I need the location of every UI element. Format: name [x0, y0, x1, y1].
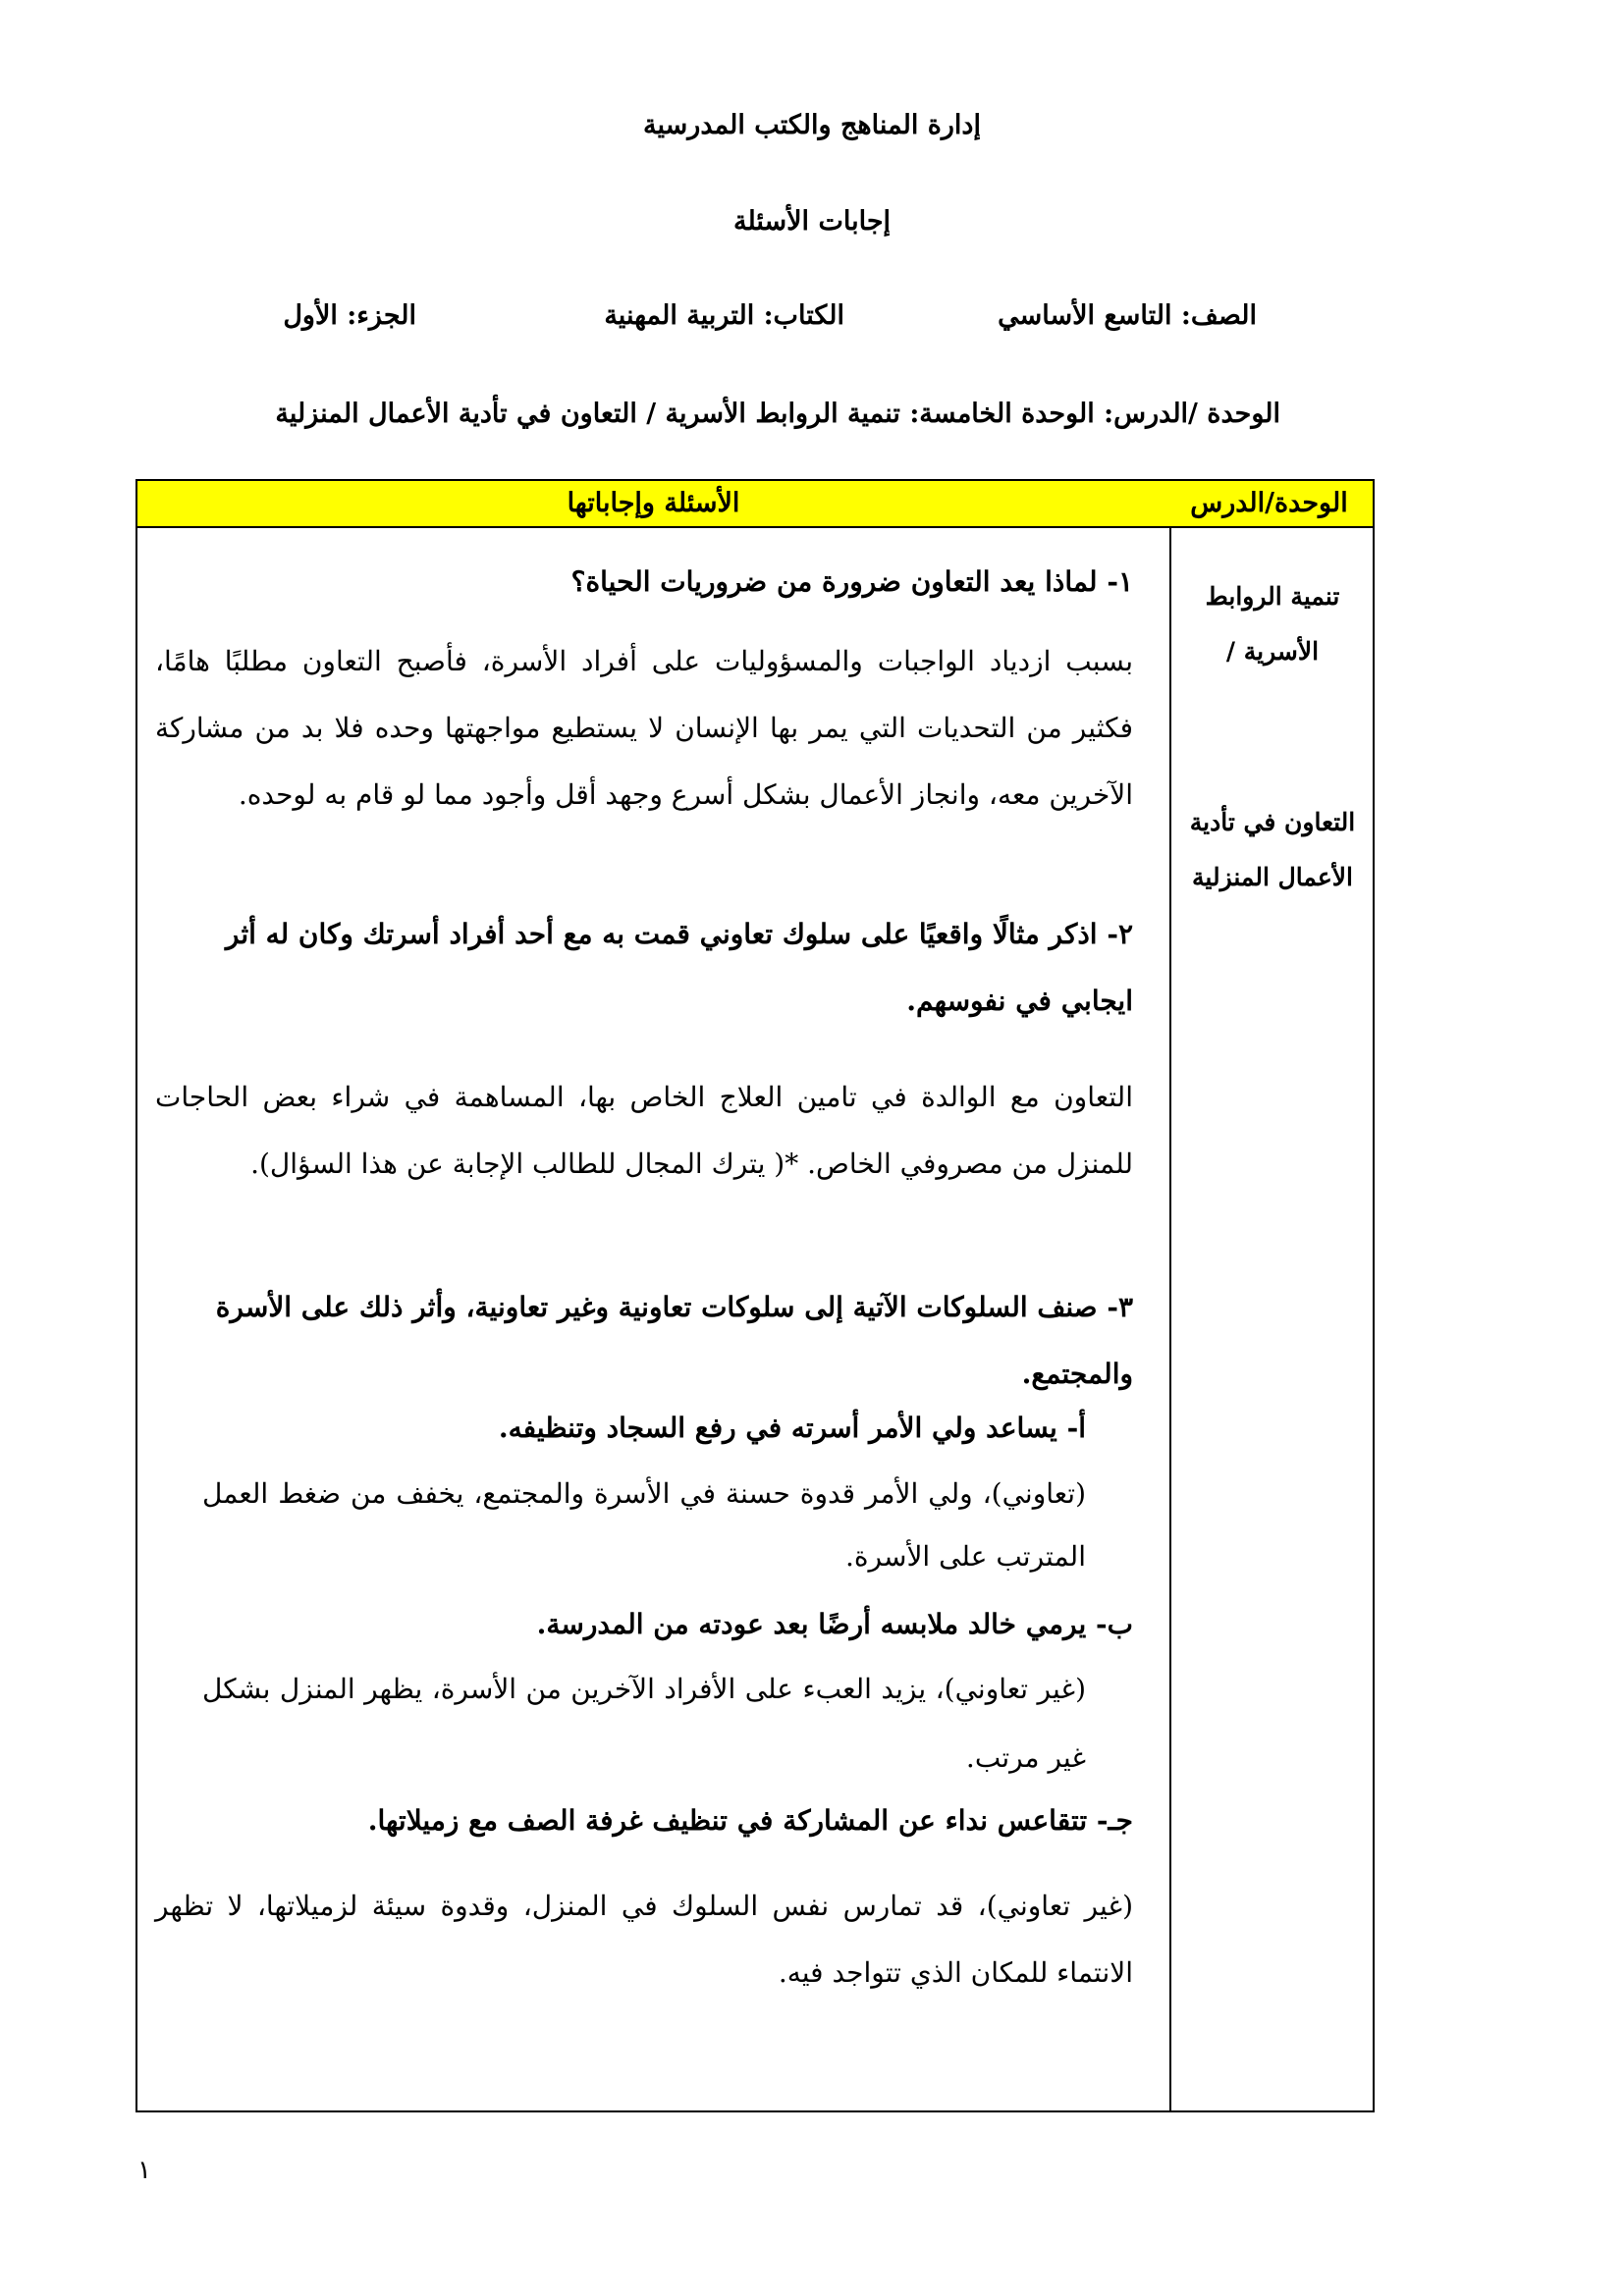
unit-lesson-line: الوحدة /الدرس: الوحدة الخامسة: تنمية الروابط الأسرية / التعاون في تأدية الأعمال المنزلية: [275, 399, 1280, 429]
part-label: الجزء: الأول: [283, 300, 416, 331]
header-unit-lesson: الوحدة/الدرس: [1165, 481, 1373, 528]
answer-3c: (غير تعاوني)، قد تمارس نفس السلوك في المنزل، وقدوة سيئة لزميلاتها، لا تظهر الانتماء للمكان الذي تتواجد فيه.: [155, 1890, 1133, 1989]
answer-1: بسبب ازدياد الواجبات والمسؤوليات على أفراد الأسرة، فأصبح التعاون مطلبًا هامًا، فكثير من التحديات التي يمر بها الإنسان لا يستطيع مواجهتها وحده فلا بد من مشاركة الآخرين معه، وانجاز الأعمال بشكل أسرع وجهد أقل وأجود مما لو قام به لوحده.: [155, 645, 1133, 811]
question-3c: جـ- تتقاعس نداء عن المشاركة في تنظيف غرفة الصف مع زميلاتها.: [367, 1804, 1133, 1837]
grade-label: الصف: التاسع الأساسي: [998, 300, 1257, 331]
question-3a: أ- يساعد ولي الأمر أسرته في رفع السجاد وتنظيفه.: [498, 1412, 1086, 1444]
answer-3a: (تعاوني)، ولي الأمر قدوة حسنة في الأسرة والمجتمع، يخفف من ضغط العمل المترتب على الأسرة.: [202, 1477, 1086, 1573]
book-label: الكتاب: التربية المهنية: [604, 300, 844, 331]
org-title: إدارة المناهج والكتب المدرسية: [643, 110, 981, 140]
answer-3b: (غير تعاوني)، يزيد العبء على الأفراد الآخرين من الأسرة، يظهر المنزل بشكل غير مرتب.: [202, 1673, 1086, 1774]
question-3b: ب- يرمي خالد ملابسه أرضًا بعد عودته من المدرسة.: [536, 1608, 1133, 1640]
header-questions-answers: الأسئلة وإجاباتها: [137, 481, 1169, 528]
page-number: ١: [137, 2156, 151, 2185]
column-divider: [1169, 481, 1171, 2110]
unit-cell-part1: تنمية الروابط الأسرية /: [1205, 582, 1340, 666]
question-3: ٣- صنف السلوكات الآتية إلى سلوكات تعاونية وغير تعاونية، وأثر ذلك على الأسرة والمجتمع.: [215, 1291, 1133, 1390]
qa-table: [135, 479, 1375, 2112]
question-1: ١- لماذا يعد التعاون ضرورة من ضروريات الحياة؟: [570, 565, 1133, 598]
answer-2: التعاون مع الوالدة في تامين العلاج الخاص بها، المساهمة في شراء بعض الحاجات للمنزل من مصروفي الخاص. *( يترك المجال للطالب الإجابة عن هذا السؤال).: [155, 1081, 1133, 1180]
question-2: ٢- اذكر مثالًا واقعيًا على سلوك تعاوني قمت به مع أحد أفراد أسرتك وكان له أثر ايجابي في نفوسهم.: [225, 918, 1133, 1017]
doc-title: إجابات الأسئلة: [732, 206, 892, 237]
unit-cell-part2: التعاون في تأدية الأعمال المنزلية: [1189, 808, 1356, 891]
